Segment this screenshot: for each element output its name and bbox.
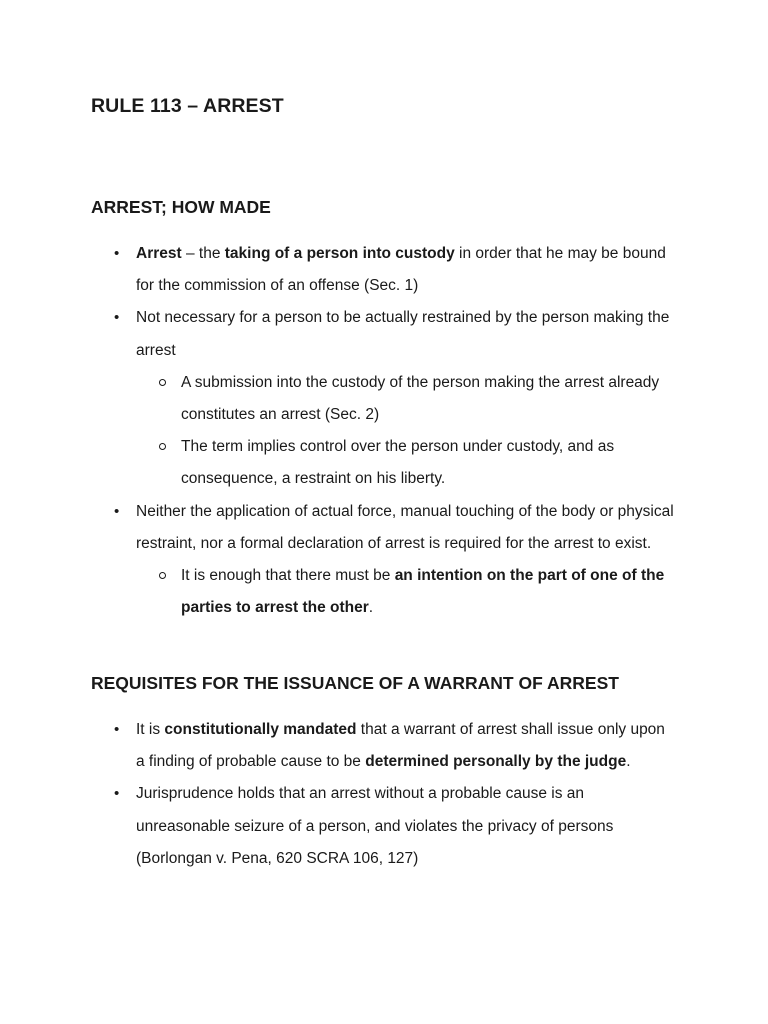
list-item <box>0 302 676 495</box>
text-fragment: A submission into the custody of the person making the arrest already constitutes an arrest (Sec. 2) <box>181 373 660 424</box>
text-fragment: The term implies control over the person under custody, and as consequence, a restraint on his liberty. <box>181 438 615 488</box>
term-arrest: Arrest <box>136 245 182 262</box>
text-fragment: It is <box>136 721 165 738</box>
bullet-marker: • <box>114 721 120 738</box>
sub-list <box>136 560 676 624</box>
sub-list <box>136 367 676 496</box>
sub-list-item <box>136 431 676 495</box>
sub-list-item <box>136 560 676 624</box>
text-fragment: . <box>368 599 374 617</box>
list-item <box>0 778 676 875</box>
list-item <box>0 496 676 625</box>
page-title: RULE 113 – ARREST <box>91 95 284 117</box>
circle-bullet-icon <box>159 379 166 386</box>
text-fragment: Not necessary for a person to be actually restrained by the person making the arrest <box>136 309 670 359</box>
requisites-list <box>0 714 768 875</box>
text-fragment: in order that he may be bound for the commission of an offense (Sec. 1) <box>136 245 666 295</box>
section-heading-arrest-how-made: ARREST; HOW MADE <box>91 197 271 217</box>
emphasis-text: an intention on the part of one of the parties to arrest the other <box>181 567 665 617</box>
text-fragment: that a warrant of arrest shall issue only upon a finding of probable cause to be <box>136 721 665 771</box>
emphasis-text: taking of a person into custody <box>224 245 455 262</box>
section-heading-requisites: REQUISITES FOR THE ISSUANCE OF A WARRANT OF ARREST <box>91 673 619 693</box>
list-item <box>0 238 676 302</box>
bullet-marker: • <box>114 309 120 327</box>
sub-list-item <box>136 367 676 431</box>
bullet-marker: • <box>114 245 120 262</box>
text-fragment: – the <box>181 245 225 262</box>
bullet-marker: • <box>114 502 120 520</box>
circle-bullet-icon <box>159 443 166 450</box>
circle-bullet-icon <box>159 572 166 579</box>
list-item <box>0 714 676 778</box>
text-fragment: Neither the application of actual force, manual touching of the body or physical restraint, nor a formal declaration of arrest is required for the arrest to exist. <box>136 502 674 552</box>
emphasis-text: determined personally by the judge <box>365 753 627 771</box>
emphasis-text: constitutionally mandated <box>164 721 357 738</box>
arrest-how-made-list <box>0 238 768 624</box>
text-fragment: It is enough that there must be <box>181 567 395 585</box>
text-fragment: Jurisprudence holds that an arrest without a probable cause is an unreasonable seizure of a person, and violates the privacy of persons (Borlongan v. Pena, 620 SCRA 106, 127) <box>136 785 614 867</box>
bullet-marker: • <box>114 785 120 803</box>
text-fragment: . <box>626 753 631 771</box>
